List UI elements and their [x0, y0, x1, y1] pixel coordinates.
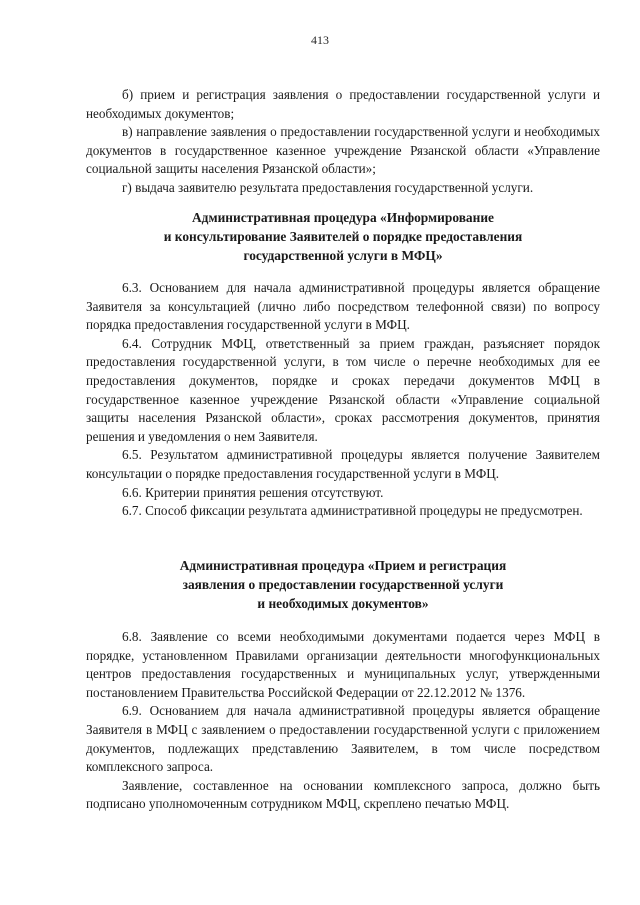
paragraph-6-9: 6.9. Основанием для начала административной процедуры является обращение Заявителя в МФЦ с заявлением о предоставлении государственной услуги с приложением документов, подлежащих представлению Заявителем, в том числе посредством комплексного запроса. [86, 703, 600, 775]
paragraph-6-3: 6.3. Основанием для начала административной процедуры является обращение Заявителя за консультацией (лично либо посредством телефонной связи) по вопросу порядка предоставления государственной услуги в МФЦ. [86, 280, 600, 333]
list-item-b: б) прием и регистрация заявления о предоставлении государственной услуги и необходимых документов; [86, 87, 600, 121]
paragraph-6-5: 6.5. Результатом административной процедуры является получение Заявителем консультации о порядке предоставления государственной услуги в МФЦ. [86, 447, 600, 481]
paragraph-6-6: 6.6. Критерии принятия решения отсутствуют. [122, 484, 384, 500]
heading-line: и необходимых документов» [257, 595, 429, 611]
section-heading-informing [86, 209, 600, 265]
heading-line: Административная процедура «Информирование [192, 210, 494, 225]
page-number: 413 [311, 33, 329, 47]
heading-line: государственной услуги в МФЦ» [243, 247, 443, 263]
paragraph-6-8: 6.8. Заявление со всеми необходимыми документами подается через МФЦ в порядке, установленном Правилами организации деятельности многофункциональных центров предоставления государственных и муниципальных услуг, утвержденными постановлением Правительства Российской Федерации от 22.12.2012 № 1376. [86, 629, 600, 700]
list-item-g: г) выдача заявителю результата предоставления государственной услуги. [122, 179, 534, 195]
procedure-list [86, 86, 600, 198]
heading-line: Административная процедура «Прием и регистрация [179, 558, 507, 573]
section-informing-body [86, 279, 600, 521]
section-reception-body [86, 628, 600, 814]
heading-line: заявления о предоставлении государственной услуги [182, 576, 504, 592]
paragraph-complex-request: Заявление, составленное на основании комплексного запроса, должно быть подписано уполномоченным сотрудником МФЦ, скреплено печатью МФЦ. [86, 777, 600, 812]
paragraph-6-4: 6.4. Сотрудник МФЦ, ответственный за прием граждан, разъясняет порядок предоставления государственной услуги, в том числе о перечне необходимых для ее предоставления документов, порядке и сроках передачи документов МФЦ в государственное казенное учреждение Рязанской области «Управление социальной защиты населения Рязанской области», сроках рассмотрения документов, принятия решения и уведомления о нем Заявителя. [86, 335, 600, 444]
heading-line: и консультирование Заявителей о порядке предоставления [163, 228, 523, 244]
section-heading-reception [86, 557, 600, 613]
list-item-v: в) направление заявления о предоставлении государственной услуги и необходимых документов в государственное казенное учреждение Рязанской области «Управление социальной защиты населения Рязанской области»; [86, 124, 600, 177]
paragraph-6-7: 6.7. Способ фиксации результата административной процедуры не предусмотрен. [122, 503, 583, 519]
